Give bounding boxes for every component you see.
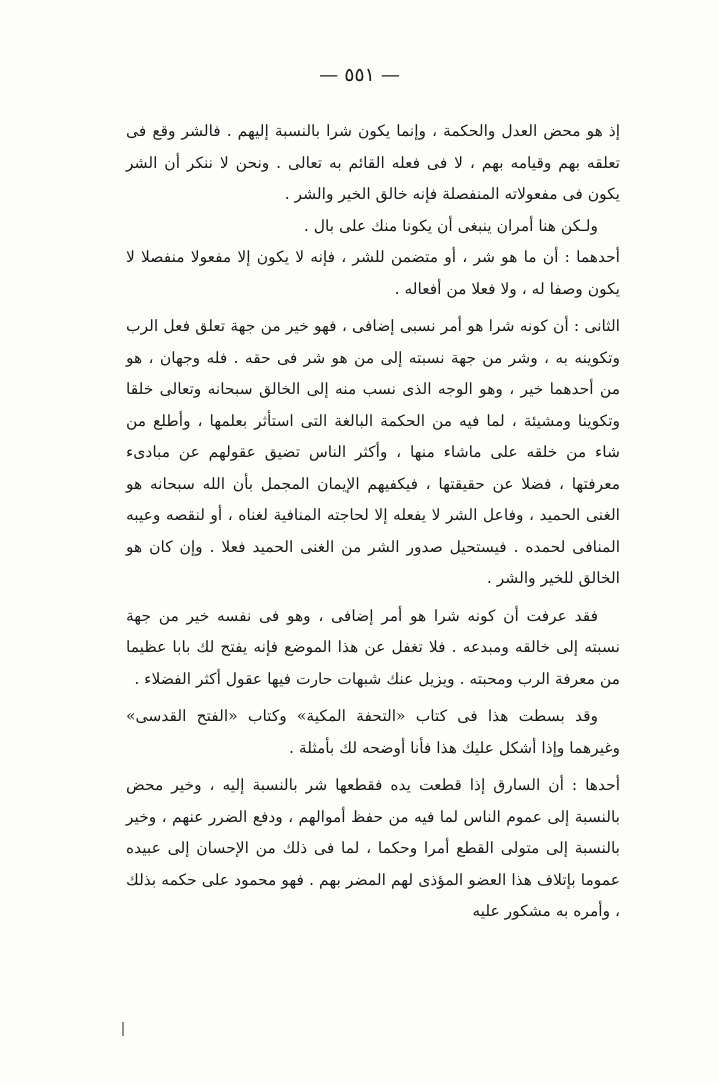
page-number: — ٥٥١ — [319, 64, 400, 86]
paragraph-4: الثانى : أن كونه شرا هو أمر نسبى إضافى ، فهو خير من جهة تعلق فعل الرب وتكوينه به ، وشر من جهة نسبته إلى من هو شر فى حقه . فله وجهان ، هو من أحدهما خير ، وهو الوجه الذى نسب منه إلى الخالق سبحانه وتعالى خلقا وتكوينا ومشيئة ، لما فيه من الحكمة البالغة التى استأثر بعلمها ، وأطلع من شاء من خلقه على ماشاء منها ، وأكثر الناس تضيق عقولهم عن مبادىء معرفتها ، فضلا عن حقيقتها ، فيكفيهم الإيمان المجمل بأن الله سبحانه هو الغنى الحميد ، وفاعل الشر لا يفعله إلا لحاجته المنافية لغناه ، أو لنقصه وعيبه المنافى لحمده . فيستحيل صدور الشر من الغنى الحميد فعلا . وإن كان هو الخالق للخير والشر . [126, 317, 620, 587]
paragraph-7: أحدها : أن السارق إذا قطعت يده فقطعها شر بالنسبة إليه ، وخير محض بالنسبة إلى عموم الناس لما فيه من حفظ أموالهم ، ودفع الضرر عنهم ، وخير بالنسبة إلى متولى القطع أمرا وحكما ، لما فى ذلك من الإحسان إلى عبيده عموما بإتلاف هذا العضو المؤذى لهم المضر بهم . فهو محمود على حكمه بذلك ، وأمره به مشكور عليه [126, 776, 620, 920]
paragraph-5: فقد عرفت أن كونه شرا هو أمر إضافى ، وهو فى نفسه خير من جهة نسبته إلى خالقه ومبدعه . فلا تغفل عن هذا الموضع فإنه يفتح لك بابا عظيما من معرفة الرب ومحبته . ويزيل عنك شبهات حارت فيها عقول أكثر الفضلاء . [126, 606, 620, 688]
margin-mark [122, 1022, 124, 1036]
paragraph-2: ولـكن هنا أمران ينبغى أن يكونا منك على بال . [303, 216, 598, 235]
body-text [126, 116, 620, 928]
paragraph-3: أحدهما : أن ما هو شر ، أو متضمن للشر ، فإنه لا يكون إلا مفعولا منفصلا لا يكون وصفا له ، ولا فعلا من أفعاله . [126, 248, 620, 298]
paragraph-6: وقد بسطت هذا فى كتاب «التحفة المكية» وكتاب «الفتح القدسى» وغيرهما وإذا أشكل عليك هذا فأنا أوضحه لك بأمثلة . [126, 707, 620, 757]
paragraph-1: إذ هو محض العدل والحكمة ، وإنما يكون شرا بالنسبة إليهم . فالشر وقع فى تعلقه بهم وقيامه بهم ، لا فى فعله القائم به تعالى . ونحن لا ننكر أن الشر يكون فى مفعولاته المنفصلة فإنه خالق الخير والشر . [126, 122, 620, 203]
